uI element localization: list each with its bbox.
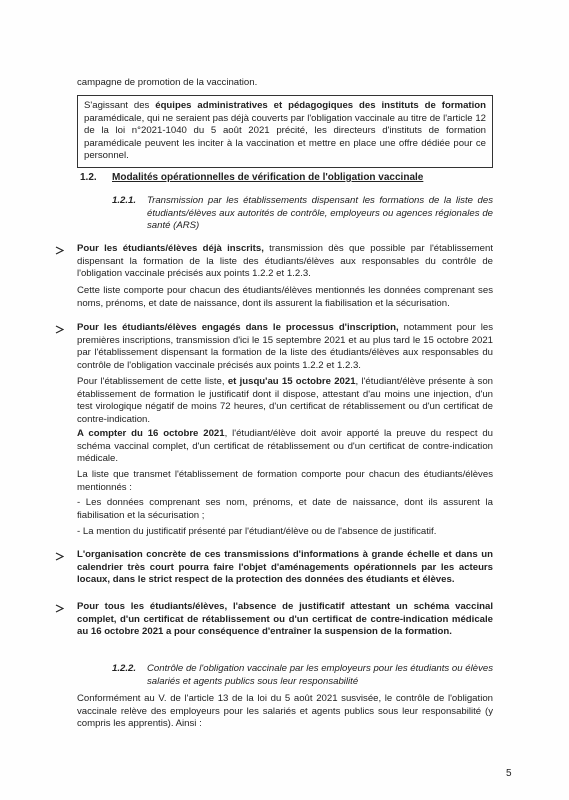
bullet-2	[77, 322, 493, 372]
bullet-1	[77, 243, 493, 281]
arrow-bullet-icon	[55, 246, 65, 256]
subsection-1-number: 1.2.1.	[112, 195, 137, 206]
arrow-bullet-icon	[55, 604, 65, 614]
paragraph-proof-item: - La mention du justificatif présenté par l'étudiant/élève ou de l'absence de justificatif.	[77, 526, 437, 537]
paragraph-from-16-october	[77, 428, 493, 466]
note-box	[77, 95, 493, 168]
bullet-1-bold: Pour les étudiants/élèves déjà inscrits,	[77, 243, 264, 254]
arrow-bullet-icon	[55, 552, 65, 562]
para2-rest: , l'étudiant/élève présente à son établissement de formation le justificatif dont il dispose, attestant d'au moins une injection, d'un test virologique négatif de moins 72 heures, d'un certificat de rétablissement ou d'un certificat de contre-indication.	[77, 376, 494, 425]
subsection-2-title	[147, 663, 493, 688]
note-box-rest: paramédicale, qui ne seraient pas déjà couverts par l'obligation vaccinale au titre de l'article 12 de la loi n°2021-1040 du 5 août 2021 précité, les directeurs d'instituts de formation paramédicale peuvent les inciter à la vaccination et mettre en place une offre dédiée pour ce personnel.	[84, 112, 486, 162]
paragraph-data-item: - Les données comprenant ses nom, prénoms, et date de naissance, dont ils assurent la fiabilisation et la sécurisation ;	[77, 497, 493, 521]
bullet-1-text: transmission dès que possible par l'établissement dispensant la formation de la liste des étudiants/élèves aux responsables du contrôle de l'obligation vaccinale précisés aux points 1.2.2 et 1.2.3.	[77, 243, 493, 280]
subsection-2-number: 1.2.2.	[112, 663, 137, 674]
paragraph-establishment	[77, 376, 493, 426]
para2-lead: Pour l'établissement de cette liste,	[77, 376, 228, 387]
bullet-2-text: notamment pour les premières inscriptions, transmission d'ici le 15 septembre 2021 et au plus tard le 15 octobre 2021 par l'établissement dispensant la formation de la liste des étudiants/élèves aux responsables du contrôle de l'obligation vaccinale précisés aux points 1.2.2 et 1.2.3.	[77, 322, 493, 371]
paragraph-list-content: Cette liste comporte pour chacun des étudiants/élèves mentionnés les données comprenant ses noms, prénoms, et date de naissance, dont ils assurent la fiabilisation et la sécurisation.	[77, 285, 493, 309]
paragraph-employers-control: Conformément au V. de l'article 13 de la loi du 5 août 2021 susvisée, le contrôle de l'obligation vaccinale relève des employeurs pour les salariés et agents publics sous leur responsabilité (y compris les apprentis). Ainsi :	[77, 693, 493, 730]
note-box-bold: équipes administratives et pédagogiques des instituts de formation	[155, 100, 486, 111]
section-title: Modalités opérationnelles de vérification de l'obligation vaccinale	[112, 172, 424, 183]
subsection-1-title	[147, 195, 493, 233]
intro-line: campagne de promotion de la vaccination.	[77, 77, 258, 88]
bullet-3: L'organisation concrète de ces transmissions d'informations à grande échelle et dans un calendrier très court pourra faire l'objet d'aménagements opérationnels par les acteurs locaux, dans le strict respect de la protection des données des étudiants et élèves.	[77, 549, 493, 586]
bullet-2-bold: Pour les étudiants/élèves engagés dans le processus d'inscription,	[77, 322, 399, 333]
note-box-lead: S'agissant des	[84, 100, 156, 111]
subsection-2-title-text: Contrôle de l'obligation vaccinale par les employeurs pour les étudiants ou élèves salariés et agents publics sous leur responsabilité	[147, 663, 493, 687]
arrow-bullet-icon	[55, 325, 65, 335]
para3-bold: A compter du 16 octobre 2021	[77, 428, 225, 439]
subsection-1-title-text: Transmission par les établissements dispensant les formations de la liste des étudiants/élèves aux autorités de contrôle, employeurs ou agences régionales de santé (ARS)	[147, 195, 493, 232]
section-number: 1.2.	[80, 172, 97, 183]
para3-rest: , l'étudiant/élève doit avoir apporté la preuve du respect du schéma vaccinal complet, d'un certificat de rétablissement ou d'un certificat de contre-indication médicale.	[77, 428, 494, 465]
page-number: 5	[506, 768, 512, 779]
bullet-4: Pour tous les étudiants/élèves, l'absence de justificatif attestant un schéma vaccinal complet, d'un certificat de rétablissement ou d'un certificat de contre-indication médicale au 16 octobre 2021 a pour conséquence d'entraîner la suspension de la formation.	[77, 601, 493, 638]
para2-bold: et jusqu'au 15 octobre 2021	[227, 376, 356, 387]
paragraph-list-mentions: La liste que transmet l'établissement de formation comporte pour chacun des étudiants/élèves mentionnés :	[77, 469, 493, 493]
